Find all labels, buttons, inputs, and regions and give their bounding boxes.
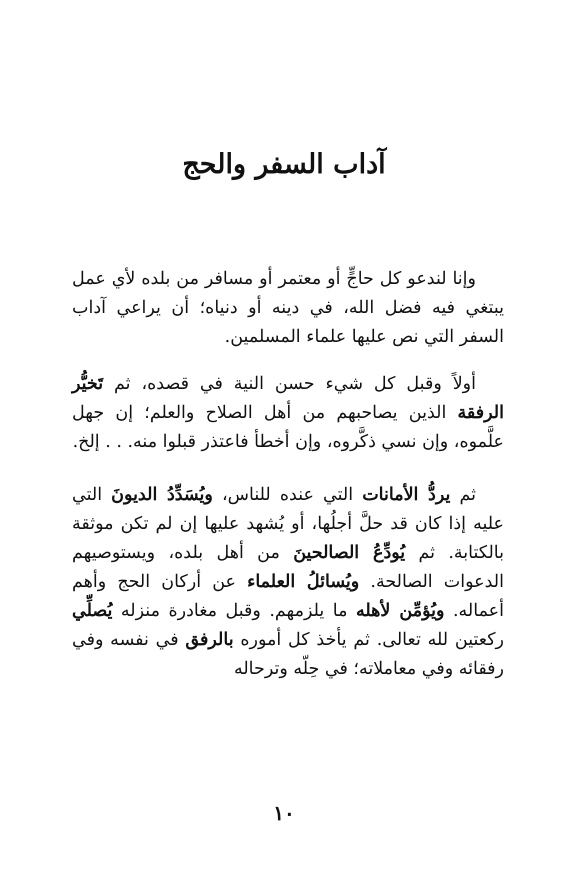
p3-text-4: من أهل بلده، ويستوصيهم الدعوات الصالحة. <box>72 543 504 592</box>
p3-bold-family: ويُؤمِّن لأهله <box>356 601 445 621</box>
paragraph-3 <box>72 481 504 684</box>
p3-text-3: التي عليه إذا كان قد حلَّ أجلُها، أو يُشهد عليها إن لم تكن موثقة بالكتابة. ثم <box>72 485 504 563</box>
chapter-title: آداب السفر والحج <box>182 149 386 180</box>
p2-text-2: الذين يصاحبهم من أهل الصلاح والعلم؛ إن جهل علَّموه، وإن نسي ذكَّروه، وإن أخطأ فاعتذر قبلوا منه. . . إلخ. <box>72 403 504 452</box>
p3-bold-debts: ويُسَدِّدُ الديونَ <box>111 485 213 505</box>
p3-bold-prayer: يُصلِّي <box>72 601 113 621</box>
p2-text-1: أولاً وقبل كل شيء حسن النية في قصده، ثم <box>103 374 476 394</box>
p3-text-2: التي عنده للناس، <box>212 485 363 505</box>
p2-bold-companions: تَخيُّر الرفقة <box>72 374 504 423</box>
p3-bold-gentleness: بالرفق <box>185 630 234 650</box>
p3-bold-scholars: ويُسائلُ العلماء <box>247 572 360 592</box>
p3-text-5: عن أركان الحج وأهم أعماله. <box>72 572 504 621</box>
p3-text-7: ركعتين لله تعالى. ثم يأخذ كل أموره <box>233 630 504 650</box>
p3-text-6: ما يلزمهم. وقبل مغادرة منزله <box>112 601 356 621</box>
paragraph-2 <box>72 370 504 457</box>
body-text <box>72 265 504 684</box>
p3-text-8: في نفسه وفي رفقائه وفي معاملاته؛ في حِلّه وترحاله <box>72 630 504 679</box>
p1-text: وإنا لندعو كل حاجٍّ أو معتمر أو مسافر من بلده لأي عمل يبتغي فيه فضل الله، في دينه أو دنياه؛ أن يراعي آداب السفر التي نص عليها علماء المسلمين. <box>72 269 504 347</box>
p3-bold-trusts: يردُّ الأمانات <box>362 485 451 505</box>
p3-bold-farewell: يُودِّعُ الصالحينَ <box>293 543 406 563</box>
page-number: ١٠ <box>273 801 295 825</box>
p3-text-1: ثم <box>450 485 476 505</box>
paragraph-1 <box>72 265 504 352</box>
